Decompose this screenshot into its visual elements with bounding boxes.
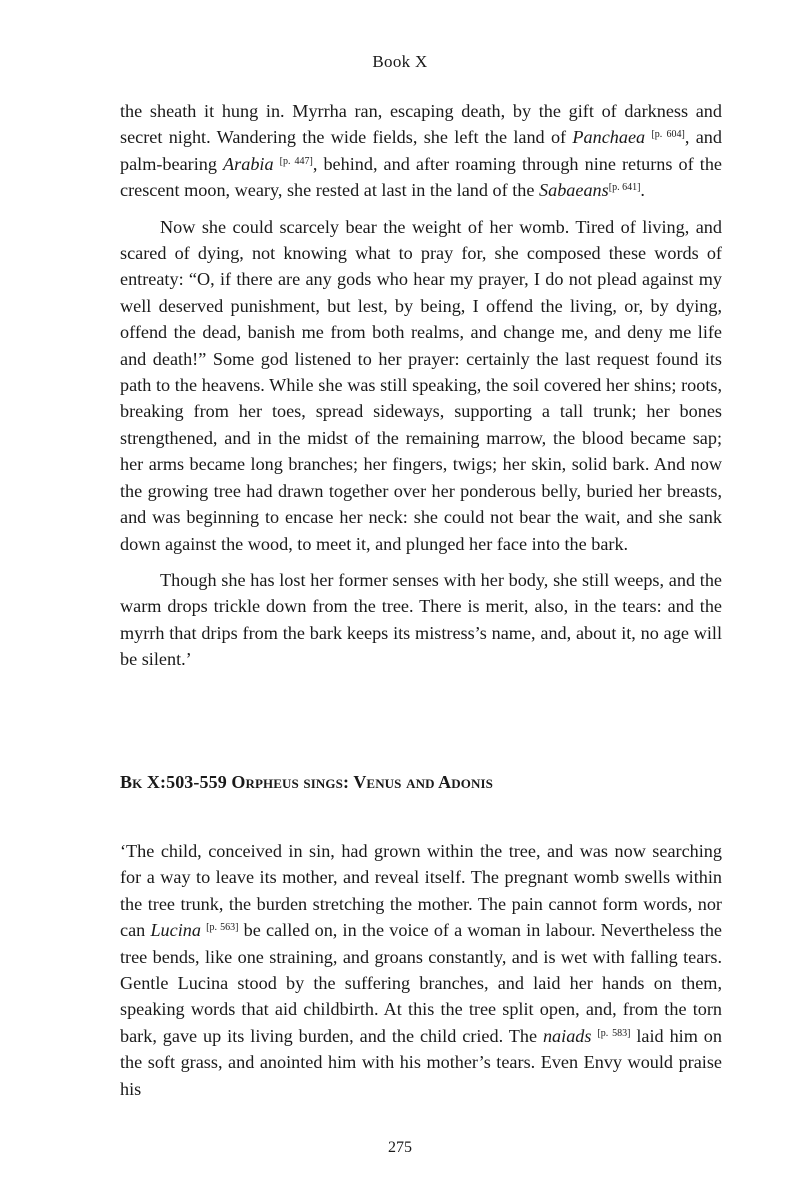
page-reference: [p. 563]: [206, 922, 239, 934]
text-run: be called on, in the voice of a woman in labour. Nevertheless the tree bends, like one straining, and groans constantly, and is wet with falling tears. Gentle Lucina stood by the suffering branches, and laid her hands on them, speaking words that aid childbirth. At this the tree split open, and, from the torn bark, gave up its living burden, and the child cried. The: [120, 920, 723, 1046]
paragraph-birth-of-adonis: [120, 838, 722, 1102]
page-number: 275: [388, 1139, 412, 1156]
text-run: laid him on the soft grass, and anointed him with his mother’s tears. Even Envy would praise his: [120, 1025, 722, 1099]
body-text-bottom: [120, 838, 722, 1112]
paragraph-myrrha-flight: [120, 98, 722, 204]
place-name: Panchaea: [572, 127, 646, 148]
place-name: Arabia: [223, 153, 274, 174]
people-name: Sabaeans: [539, 180, 609, 201]
paragraph-myrrh-tears: Though she has lost her former senses with her body, she still weeps, and the warm drops trickle down from the tree. There is merit, also, in the tears: and the myrrh that drips from the bark keeps its mistress’s name, and, about it, no age will be silent.’: [120, 569, 722, 670]
text-run: ‘The child, conceived in sin, had grown within the tree, and was now searching for a way to leave its mother, and reveal itself. The pregnant womb swells within the tree trunk, the burden stretching the mother. The pain cannot form words, nor can: [120, 841, 722, 941]
running-header: Book X: [372, 52, 428, 71]
nymph-name: naiads: [542, 1025, 592, 1046]
paragraph-transformation: Now she could scarcely bear the weight of her womb. Tired of living, and scared of dying, not knowing what to pray for, she composed these words of entreaty: “O, if there are any gods who hear my prayer, I do not plead against my well deserved punishment, but lest, by being, I offend the living, or, by dying, offend the dead, banish me from both realms, and change me, and deny me life and death!” Some god listened to her prayer: certainly the last request found its path to the heavens. While she was still speaking, the soil covered her shins; roots, breaking from her toes, spread sideways, supporting a tall trunk; her bones strengthened, and in the midst of the remaining marrow, the blood became sap; her arms became long branches; her fingers, twigs; her skin, solid bark. And now the growing tree had drawn together over her ponderous belly, buried her breasts, and was beginning to encase her neck: she could not bear the wait, and she sank down against the wood, to meet it, and plunged her face into the bark.: [120, 216, 722, 554]
text-run: , and palm-bearing: [120, 127, 722, 174]
text-run: .: [640, 180, 645, 201]
page-reference: [p. 604]: [651, 129, 685, 141]
deity-name: Lucina: [150, 920, 201, 941]
page-reference: [p. 583]: [597, 1027, 631, 1039]
body-text-top: [120, 98, 722, 683]
page-reference: [p. 641]: [608, 182, 641, 194]
section-heading: Bk X:503-559 Orpheus sings: Venus and Adonis: [120, 772, 493, 792]
text-run: the sheath it hung in. Myrrha ran, escaping death, by the gift of darkness and secret night. Wandering the wide fields, she left the land of: [120, 101, 722, 148]
page-reference: [p. 447]: [279, 155, 313, 167]
text-run: , behind, and after roaming through nine returns of the crescent moon, weary, she rested at last in the land of the: [120, 153, 722, 201]
